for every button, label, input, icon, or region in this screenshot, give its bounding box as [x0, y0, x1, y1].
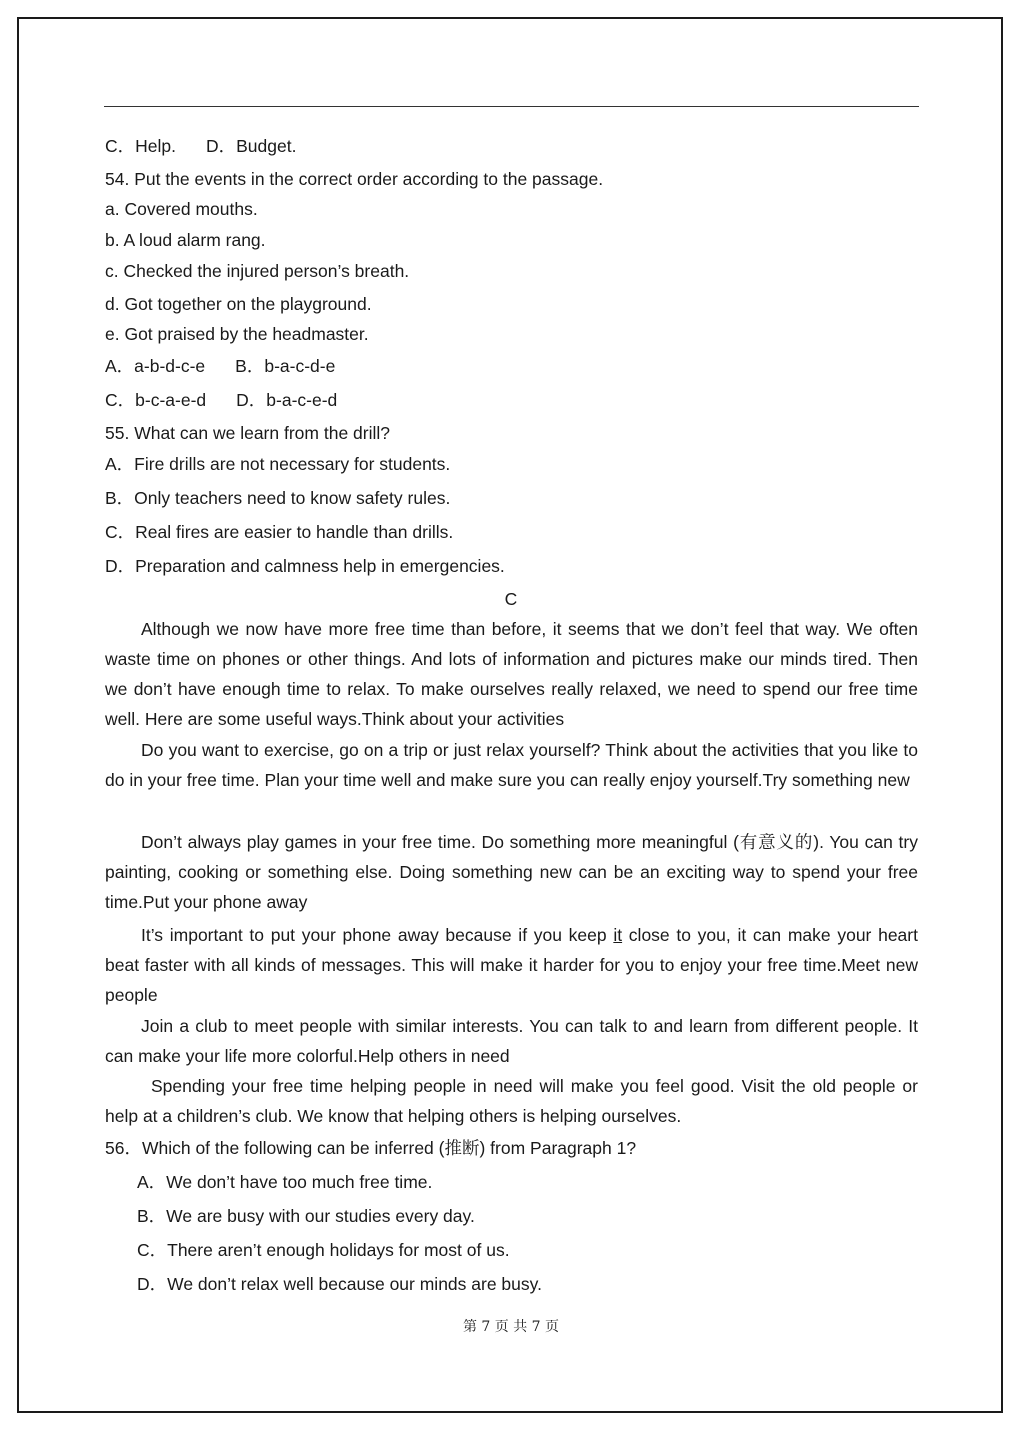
underlined-word-it: it [613, 925, 623, 945]
q54-event-c: c. Checked the injured person’s breath. [105, 261, 410, 281]
q55-option-d: D．Preparation and calmness help in emergencies. [105, 556, 505, 576]
page-number-footer: 第 7 页 共 7 页 [462, 1319, 560, 1335]
q54-option-d: D．b-a-c-e-d [236, 390, 338, 410]
q54-event-a: a. Covered mouths. [105, 199, 258, 219]
q56-option-a: A．We don’t have too much free time. [137, 1172, 433, 1192]
q56-question: 56．Which of the following can be inferred (推断) from Paragraph 1? [105, 1138, 637, 1158]
q56-option-d: D．We don’t relax well because our minds are busy. [137, 1274, 542, 1294]
header-rule [104, 106, 919, 107]
q54-options-row-1 [105, 355, 335, 377]
passage-c-paragraph-4 [105, 920, 918, 1010]
q54-option-a: A．a-b-d-c-e [105, 356, 206, 376]
phone-paragraph-after: close to you, it can make your heart beat faster with all kinds of messages. This will make it harder for you to enjoy your free time.Meet new people [105, 925, 918, 1005]
q54-event-d: d. Got together on the playground. [105, 294, 372, 314]
q53-option-d: D．Budget. [206, 136, 297, 156]
q54-option-c: C．b-c-a-e-d [105, 390, 207, 410]
passage-c-paragraph-3: Don’t always play games in your free time. Do something more meaningful (有意义的). You can try painting, cooking or something else. Doing something new can be an exciting way to spend your free time.Put your phone away [105, 832, 918, 912]
q56-option-c: C．There aren’t enough holidays for most of us. [137, 1240, 510, 1260]
q54-options-row-2 [105, 389, 337, 411]
q55-option-c: C．Real fires are easier to handle than drills. [105, 522, 454, 542]
q54-question: 54. Put the events in the correct order according to the passage. [105, 169, 604, 189]
q54-event-e: e. Got praised by the headmaster. [105, 324, 369, 344]
q54-event-b: b. A loud alarm rang. [105, 230, 266, 250]
q56-option-b: B．We are busy with our studies every day. [137, 1206, 475, 1226]
passage-c-paragraph-2: Do you want to exercise, go on a trip or just relax yourself? Think about the activities that you like to do in your free time. Plan your time well and make sure you can really enjoy yourself.Try something new [105, 740, 918, 790]
q55-option-a: A．Fire drills are not necessary for students. [105, 454, 451, 474]
passage-c-heading: C [504, 589, 518, 609]
q53-options-line [105, 135, 296, 157]
passage-c-paragraph-5: Join a club to meet people with similar interests. You can talk to and learn from different people. It can make your life more colorful.Help others in need [105, 1016, 918, 1066]
passage-c-paragraph-6: Spending your free time helping people in need will make you feel good. Visit the old people or help at a children’s club. We know that helping others is helping ourselves. [105, 1076, 918, 1126]
q54-option-b: B．b-a-c-d-e [235, 356, 336, 376]
q55-question: 55. What can we learn from the drill? [105, 423, 390, 443]
q53-option-c: C．Help. [105, 136, 176, 156]
q55-option-b: B．Only teachers need to know safety rules. [105, 488, 451, 508]
passage-c-paragraph-1: Although we now have more free time than before, it seems that we don’t feel that way. We often waste time on phones or other things. And lots of information and pictures make our minds tired. Then we don’t have enough time to relax. To make ourselves really relaxed, we need to spend our free time well. Here are some useful ways.Think about your activities [105, 619, 918, 729]
phone-paragraph-before: It’s important to put your phone away because if you keep [141, 925, 614, 945]
